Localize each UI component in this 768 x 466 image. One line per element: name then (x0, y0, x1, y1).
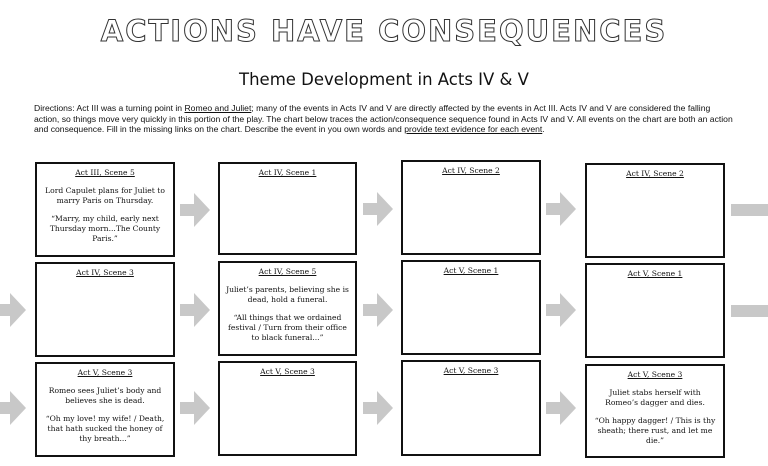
event-heading: Act V, Scene 3 (443, 366, 499, 375)
play-title: Romeo and Juliet (184, 103, 252, 113)
event-heading: Act V, Scene 1 (627, 269, 683, 278)
directions-text-1: Directions: Act III was a turning point in (34, 103, 185, 113)
event-box[interactable] (401, 260, 541, 355)
event-heading: Act V, Scene 3 (77, 368, 133, 377)
event-description: Lord Capulet plans for Juliet to marry Paris on Thursday. (45, 186, 165, 205)
continue-arrow-icon (731, 204, 768, 216)
event-box[interactable] (585, 163, 725, 258)
event-box[interactable] (218, 361, 357, 456)
event-box[interactable] (35, 362, 175, 457)
event-quote: “Oh happy dagger! / This is thy sheath; there rust, and let me die.” (594, 416, 716, 445)
directions-paragraph (34, 103, 736, 135)
event-box[interactable] (585, 263, 725, 358)
directions-text-2: ; many of the events in Acts IV and V are directly affected by the events in Act III. Acts IV and V are considered the falling action, so things move very quickly in this portion of the play. The chart below traces the action/consequence sequence found in Acts IV and V. All events on the chart are both an action and consequence. Fill in the missing links on the chart. Describe the event in you own words and (34, 103, 733, 135)
worksheet-title: ACTIONS HAVE CONSEQUENCES (100, 14, 668, 48)
directions-text-3: . (542, 124, 545, 135)
event-quote: “Oh my love! my wife! / Death, that hath sucked the honey of thy breath...” (45, 414, 165, 443)
event-quote: “Marry, my child, early next Thursday morn...The County Paris.” (49, 214, 161, 243)
event-heading: Act IV, Scene 2 (626, 169, 684, 178)
event-description: Romeo sees Juliet’s body and believes she is dead. (48, 386, 162, 405)
event-description: Juliet’s parents, believing she is dead, hold a funeral. (226, 285, 349, 304)
event-description: Juliet stabs herself with Romeo’s dagger and dies. (605, 388, 705, 407)
event-box[interactable] (401, 160, 541, 255)
event-heading: Act IV, Scene 1 (258, 168, 317, 177)
event-heading: Act V, Scene 3 (627, 370, 683, 379)
event-heading: Act V, Scene 1 (443, 266, 499, 275)
event-box[interactable] (218, 162, 357, 255)
event-heading: Act IV, Scene 3 (76, 268, 134, 277)
event-box[interactable] (218, 261, 357, 356)
event-quote: “All things that we ordained festival / Turn from their office to black funeral...” (228, 313, 347, 342)
continue-arrow-icon (731, 305, 768, 317)
event-box[interactable] (401, 360, 541, 456)
event-heading: Act III, Scene 5 (75, 168, 135, 177)
event-heading: Act IV, Scene 2 (442, 166, 500, 175)
event-box[interactable] (35, 262, 175, 357)
event-box[interactable] (585, 364, 725, 458)
event-heading: Act IV, Scene 5 (258, 267, 317, 276)
worksheet-subtitle: Theme Development in Acts IV & V (239, 70, 529, 89)
event-box[interactable] (35, 162, 175, 257)
evidence-instruction: provide text evidence for each event (404, 124, 543, 135)
event-heading: Act V, Scene 3 (260, 367, 315, 376)
